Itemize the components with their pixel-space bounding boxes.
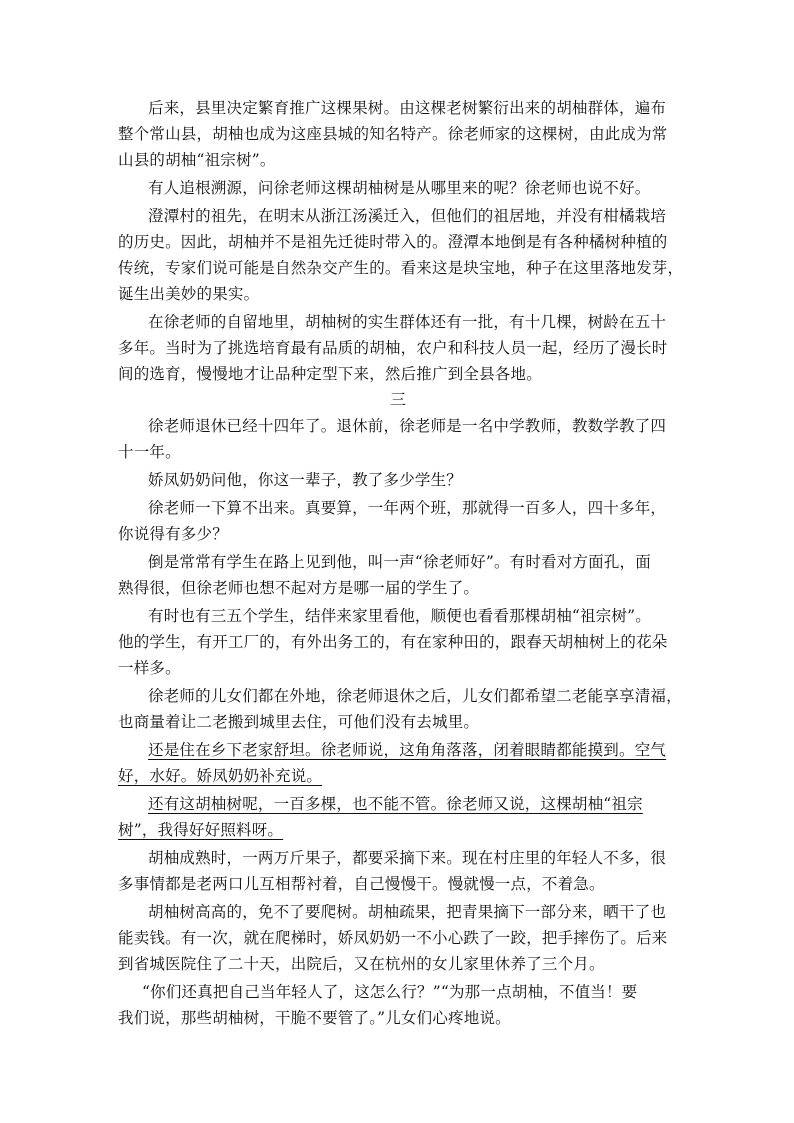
p2-line-1: 有人追根溯源，问徐老师这棵胡柚树是从哪里来的呢？徐老师也说不好。 [148, 179, 651, 197]
p12-line-1-text: 还有这胡柚树呢，一百多棵，也不能不管。徐老师又说，这棵胡柚“祖宗 [148, 795, 643, 813]
p12-line-2 [118, 818, 283, 842]
section-heading: 三 [390, 390, 407, 409]
p8-line-1: 倒是常常有学生在路上见到他，叫一声“徐老师好”。有时看对方面孔，面 [148, 553, 651, 571]
p12-line-1 [118, 792, 643, 816]
p3-line-4: 诞生出美妙的果实。 [118, 285, 260, 303]
p4-line-1: 在徐老师的自留地里，胡柚树的实生群体还有一批，有十几棵，树龄在五十 [148, 313, 667, 331]
p10-line-2: 也商量着让二老搬到城里去住，可他们没有去城里。 [118, 713, 480, 731]
p13-line-1: 胡柚成熟时，一两万斤果子，都要采摘下来。现在村庄里的年轻人不多，很 [148, 849, 667, 867]
p4-line-3: 间的选育，慢慢地才让品种定型下来，然后推广到全县各地。 [118, 365, 542, 383]
p7-line-2: 你说得有多少？ [118, 525, 228, 543]
p15-line-1: “你们还真把自己当年轻人了，这怎么行？”“为那一点胡柚，不值当！要 [142, 983, 638, 1001]
p12-line-2-text: 树”，我得好好照料呀。 [118, 821, 284, 839]
p11-line-1-text: 还是住在乡下老家舒坦。徐老师说，这角角落落，闭着眼睛都能摸到。空气 [148, 741, 667, 759]
p9-line-1: 有时也有三五个学生，结伴来家里看他，顺便也看看那棵胡柚“祖宗树”。 [148, 607, 651, 625]
p5-line-1: 徐老师退休已经十四年了。退休前，徐老师是一名中学教师，教数学教了四 [148, 417, 667, 435]
p14-line-2: 能卖钱。有一次，就在爬梯时，娇凤奶奶一不小心跌了一跤，把手摔伤了。后来 [118, 929, 668, 947]
p13-line-2: 多事情都是老两口儿互相帮衬着，自己慢慢干。慢就慢一点，不着急。 [118, 875, 605, 893]
p7-line-1: 徐老师一下算不出来。真要算，一年两个班，那就得一百多人，四十多年， [148, 499, 667, 517]
p3-line-3: 传统，专家们说可能是自然杂交产生的。看来这是块宝地，种子在这里落地发芽， [118, 259, 684, 277]
p14-line-3: 到省城医院住了二十天，出院后，又在杭州的女儿家里休养了三个月。 [118, 955, 605, 973]
p9-line-2: 他的学生，有开工厂的，有外出务工的，有在家种田的，跟春天胡柚树上的花朵 [118, 633, 668, 651]
p15-line-2: 我们说，那些胡柚树，干脆不要管了。”儿女们心疼地说。 [118, 1009, 511, 1027]
p3-line-2: 的历史。因此，胡柚并不是祖先迁徙时带入的。澄潭本地倒是有各种橘树种植的 [118, 233, 668, 251]
p14-line-1: 胡柚树高高的，免不了要爬树。胡柚疏果，把青果摘下一部分来，晒干了也 [148, 903, 667, 921]
p11-line-2 [118, 764, 322, 788]
p6-line-1: 娇凤奶奶问他，你这一辈子，教了多少学生？ [148, 471, 463, 489]
p1-line-1: 后来，县里决定繁育推广这棵果树。由这棵老树繁衍出来的胡柚群体，遍布 [148, 99, 667, 117]
p8-line-2: 熟得很，但徐老师也想不起对方是哪一届的学生了。 [118, 579, 480, 597]
p1-line-3: 山县的胡柚“祖宗树”。 [118, 151, 276, 169]
p3-line-1: 澄潭村的祖先，在明末从浙江汤溪迁入，但他们的祖居地，并没有柑橘栽培 [148, 207, 667, 225]
p1-line-2: 整个常山县，胡柚也成为这座县城的知名特产。徐老师家的这棵树，由此成为常 [118, 125, 668, 143]
p5-line-2: 十一年。 [118, 443, 181, 461]
p9-line-3: 一样多。 [118, 659, 181, 677]
p10-line-1: 徐老师的儿女们都在外地，徐老师退休之后，儿女们都希望二老能享享清福， [148, 687, 682, 705]
p11-line-1 [118, 738, 666, 762]
p4-line-2: 多年。当时为了挑选培育最有品质的胡柚，农户和科技人员一起，经历了漫长时 [118, 339, 668, 357]
p11-line-2-text: 好，水好。娇凤奶奶补充说。 [118, 767, 323, 785]
